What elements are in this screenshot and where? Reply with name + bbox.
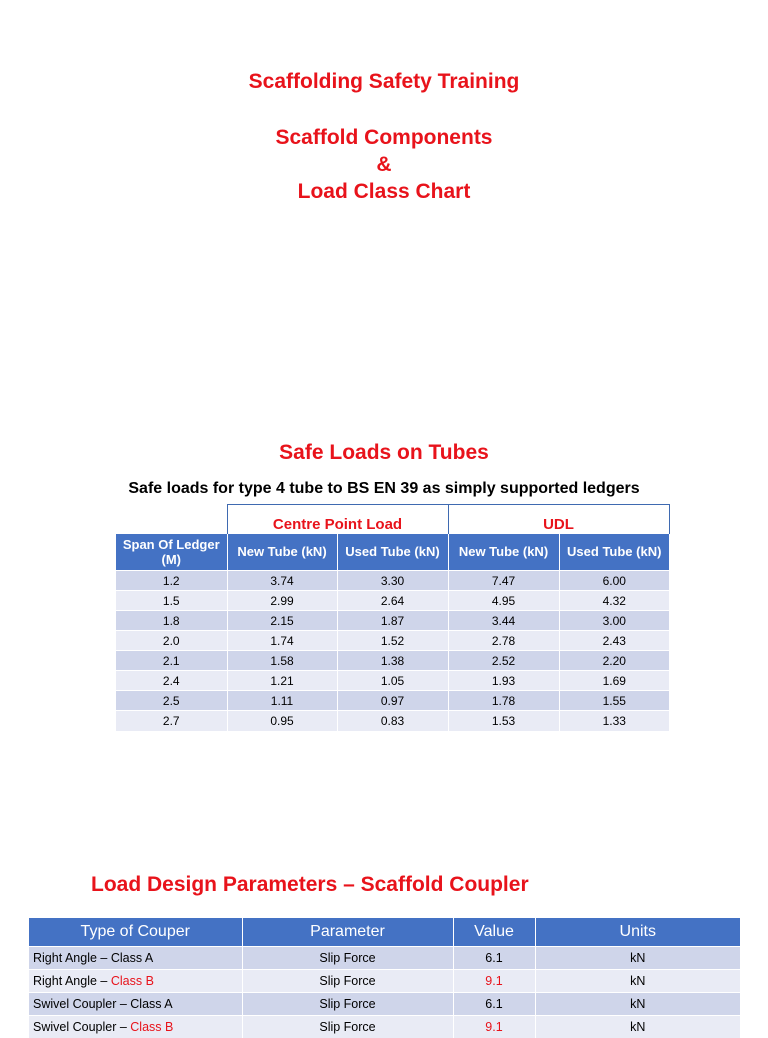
table-cell: 1.55 — [559, 691, 669, 711]
coupler-type-cell — [29, 992, 242, 1015]
table-row — [116, 571, 669, 591]
table-cell: 6.00 — [559, 571, 669, 591]
table-cell: 3.30 — [337, 571, 448, 591]
group-header-centre-point: Centre Point Load — [227, 505, 448, 534]
table-cell: 2.99 — [227, 591, 337, 611]
table-row — [29, 946, 740, 969]
table-cell: Slip Force — [242, 969, 453, 992]
safe-loads-title: Safe Loads on Tubes — [279, 441, 489, 464]
table-cell: 1.21 — [227, 671, 337, 691]
table-cell: 1.52 — [337, 631, 448, 651]
table-row — [29, 992, 740, 1015]
table-cell: 2.43 — [559, 631, 669, 651]
safe-loads-subtitle: Safe loads for type 4 tube to BS EN 39 as simply supported ledgers — [128, 480, 640, 497]
table-cell: Slip Force — [242, 992, 453, 1015]
table-cell: 2.78 — [448, 631, 559, 651]
coupler-class: Class A — [130, 996, 173, 1011]
table-cell: 1.58 — [227, 651, 337, 671]
coupler-header-row — [29, 918, 740, 946]
group-header-row — [116, 505, 669, 534]
coupler-section-title: Load Design Parameters – Scaffold Coupler — [91, 873, 529, 896]
coupler-type-cell — [29, 969, 242, 992]
coupler-type-name: Right Angle – — [33, 973, 111, 988]
column-header: Used Tube (kN) — [559, 534, 669, 571]
coupler-class: Class A — [110, 950, 154, 965]
safe-loads-table — [116, 504, 670, 731]
table-cell: 6.1 — [453, 946, 535, 969]
table-cell: Slip Force — [242, 1015, 453, 1038]
table-row — [116, 691, 669, 711]
table-cell: 1.33 — [559, 711, 669, 731]
table-cell: 2.4 — [116, 671, 227, 691]
table-cell: 7.47 — [448, 571, 559, 591]
table-cell: 4.32 — [559, 591, 669, 611]
column-header-row — [116, 534, 669, 571]
table-cell: 1.5 — [116, 591, 227, 611]
page-subtitle-chart: Load Class Chart — [297, 180, 471, 203]
table-cell: 6.1 — [453, 992, 535, 1015]
table-row — [116, 591, 669, 611]
coupler-type-cell — [29, 946, 242, 969]
column-header: New Tube (kN) — [448, 534, 559, 571]
table-cell: kN — [535, 1015, 740, 1038]
table-cell: 2.64 — [337, 591, 448, 611]
column-header: Units — [535, 918, 740, 946]
table-cell: 0.95 — [227, 711, 337, 731]
table-cell: kN — [535, 946, 740, 969]
coupler-class: Class B — [110, 973, 154, 988]
coupler-type-name: Swivel Coupler – — [33, 1019, 131, 1034]
table-cell: 2.0 — [116, 631, 227, 651]
table-cell: 1.78 — [448, 691, 559, 711]
page-subtitle-ampersand: & — [376, 153, 392, 176]
table-cell: kN — [535, 969, 740, 992]
table-row — [116, 611, 669, 631]
table-cell: 2.1 — [116, 651, 227, 671]
column-header: Type of Couper — [29, 918, 242, 946]
table-cell: 3.44 — [448, 611, 559, 631]
table-row — [116, 671, 669, 691]
table-row — [29, 1015, 740, 1038]
table-cell: 2.15 — [227, 611, 337, 631]
table-cell: 4.95 — [448, 591, 559, 611]
table-cell: 3.74 — [227, 571, 337, 591]
column-header: Value — [453, 918, 535, 946]
table-cell: Slip Force — [242, 946, 453, 969]
column-header: Span Of Ledger (M) — [116, 534, 227, 571]
table-cell: 1.05 — [337, 671, 448, 691]
table-cell: 9.1 — [453, 969, 535, 992]
table-cell: 9.1 — [453, 1015, 535, 1038]
table-cell: 1.53 — [448, 711, 559, 731]
table-cell: 1.93 — [448, 671, 559, 691]
group-header-udl: UDL — [448, 505, 669, 534]
table-cell: 2.7 — [116, 711, 227, 731]
column-header: Parameter — [242, 918, 453, 946]
table-cell: 1.2 — [116, 571, 227, 591]
group-header-blank — [116, 505, 227, 534]
table-cell: 1.8 — [116, 611, 227, 631]
table-cell: 1.69 — [559, 671, 669, 691]
table-cell: 1.87 — [337, 611, 448, 631]
coupler-type-name: Right Angle – — [33, 950, 111, 965]
coupler-type-name: Swivel Coupler – — [33, 996, 131, 1011]
table-row — [29, 969, 740, 992]
table-cell: 0.83 — [337, 711, 448, 731]
table-row — [116, 631, 669, 651]
table-cell: 1.11 — [227, 691, 337, 711]
coupler-class: Class B — [130, 1019, 174, 1034]
table-cell: 2.20 — [559, 651, 669, 671]
page-title: Scaffolding Safety Training — [248, 70, 520, 93]
table-cell: 3.00 — [559, 611, 669, 631]
column-header: New Tube (kN) — [227, 534, 337, 571]
coupler-table — [29, 918, 740, 1038]
table-cell: 1.74 — [227, 631, 337, 651]
table-cell: kN — [535, 992, 740, 1015]
table-cell: 2.52 — [448, 651, 559, 671]
table-row — [116, 651, 669, 671]
table-cell: 1.38 — [337, 651, 448, 671]
column-header: Used Tube (kN) — [337, 534, 448, 571]
table-cell: 2.5 — [116, 691, 227, 711]
coupler-type-cell — [29, 1015, 242, 1038]
table-row — [116, 711, 669, 731]
table-cell: 0.97 — [337, 691, 448, 711]
page-subtitle: Scaffold Components — [275, 126, 493, 149]
